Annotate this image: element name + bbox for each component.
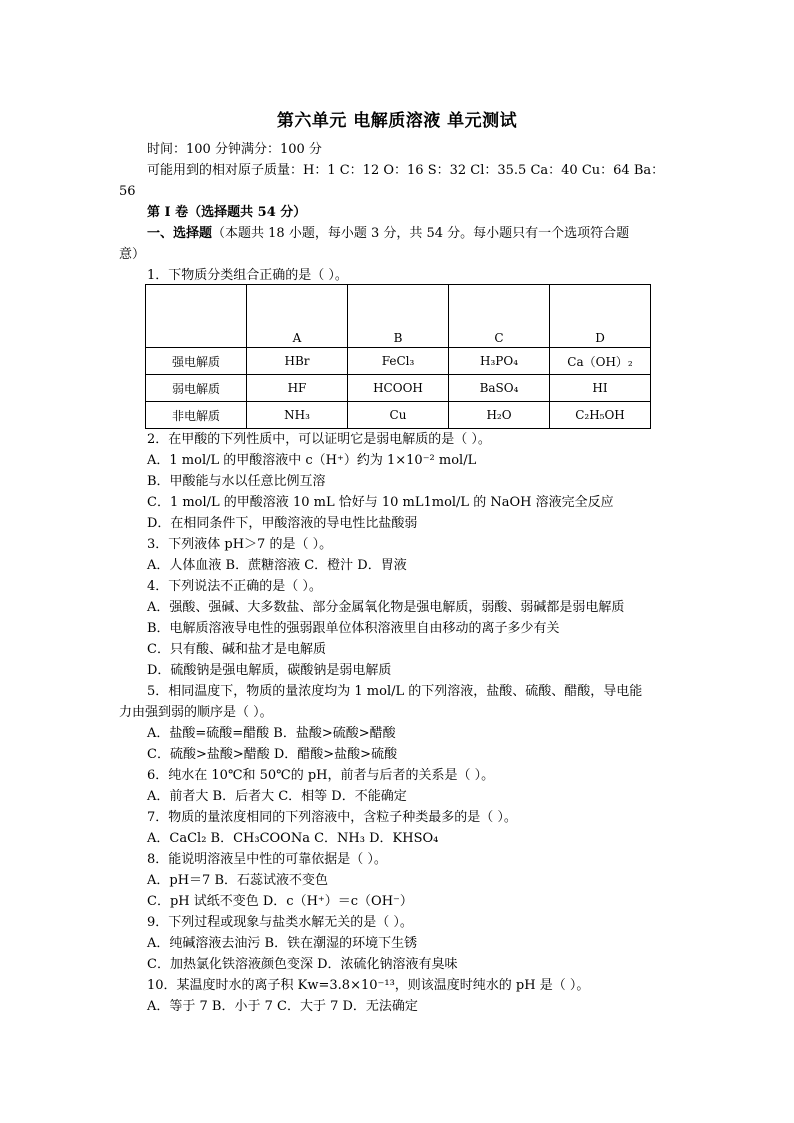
option-line: A．强酸、强碱、大多数盐、部分金属氧化物是强电解质，弱酸、弱碱都是弱电解质 <box>147 600 625 615</box>
row-label: 强电解质 <box>146 348 247 375</box>
question-line: 10．某温度时水的离子积 Kw=3.8×10⁻¹³，则该温度时纯水的 pH 是（ ）。 <box>147 978 590 993</box>
option-line: A．1 mol/L 的甲酸溶液中 c（H⁺）约为 1×10⁻² mol/L <box>147 453 477 468</box>
question-line: 6．纯水在 10℃和 50℃的 pH，前者与后者的关系是（ ）。 <box>147 768 495 783</box>
row-label: 非电解质 <box>146 402 247 429</box>
option-line: C．加热氯化铁溶液颜色变深 D．浓硫化钠溶液有臭味 <box>147 957 458 972</box>
table-header-cell <box>146 285 247 348</box>
section-instructions: （本题共 18 小题，每小题 3 分，共 54 分。每小题只有一个选项符合题 <box>212 226 630 241</box>
table-cell: HBr <box>247 348 348 375</box>
table-header-cell: C <box>449 285 550 348</box>
table-header-cell: A <box>247 285 348 348</box>
option-line: D．硫酸钠是强电解质，碳酸钠是弱电解质 <box>147 663 392 678</box>
option-line: A．纯碱溶液去油污 B．铁在潮湿的环境下生锈 <box>147 936 418 951</box>
option-line: A．人体血液 B．蔗糖溶液 C．橙汁 D．胃液 <box>147 558 407 573</box>
table-header-cell: B <box>348 285 449 348</box>
time-line: 时间：100 分钟满分：100 分 <box>147 142 322 157</box>
question-5-line: 5．相同温度下，物质的量浓度均为 1 mol/L 的下列溶液，盐酸、硫酸、醋酸，导电能 <box>147 684 643 699</box>
table-row <box>146 348 651 375</box>
option-line: C．硫酸>盐酸>醋酸 D．醋酸>盐酸>硫酸 <box>147 747 398 762</box>
section-label: 一、选择题 <box>147 226 213 241</box>
table-cell: NH₃ <box>247 402 348 429</box>
table-cell: Ca（OH）₂ <box>550 348 651 375</box>
option-line: C．只有酸、碱和盐才是电解质 <box>147 642 326 657</box>
question-1-stem: 1．下物质分类组合正确的是（ ）。 <box>147 268 348 283</box>
question-line: 3．下列液体 pH＞7 的是（ ）。 <box>147 537 333 552</box>
option-line: C．pH 试纸不变色 D．c（H⁺）＝c（OH⁻） <box>147 894 413 909</box>
option-line: C．1 mol/L 的甲酸溶液 10 mL 恰好与 10 mL1mol/L 的 NaOH 溶液完全反应 <box>147 495 614 510</box>
table-header-cell: D <box>550 285 651 348</box>
page-title: 第六单元 电解质溶液 单元测试 <box>276 111 518 131</box>
section-heading <box>147 225 629 243</box>
atomic-mass-line: 可能用到的相对原子质量：H：1 C：12 O：16 S：32 Cl：35.5 Ca：40 Cu：64 Ba： <box>147 163 665 178</box>
row-label: 弱电解质 <box>146 375 247 402</box>
table-cell: Cu <box>348 402 449 429</box>
table-cell: H₃PO₄ <box>449 348 550 375</box>
option-line: D．在相同条件下，甲酸溶液的导电性比盐酸弱 <box>147 516 418 531</box>
table-header-row <box>146 285 651 348</box>
question-line: 7．物质的量浓度相同的下列溶液中，含粒子种类最多的是（ ）。 <box>147 810 517 825</box>
question-1-table <box>145 284 651 429</box>
table-cell: FeCl₃ <box>348 348 449 375</box>
question-line: 8．能说明溶液呈中性的可靠依据是（ ）。 <box>147 852 387 867</box>
option-line: A．等于 7 B．小于 7 C．大于 7 D．无法确定 <box>147 999 418 1014</box>
question-line: 4．下列说法不正确的是（ ）。 <box>147 579 322 594</box>
table-cell: HF <box>247 375 348 402</box>
table-cell: C₂H₅OH <box>550 402 651 429</box>
question-line: 2．在甲酸的下列性质中，可以证明它是弱电解质的是（ ）。 <box>147 432 491 447</box>
section-instructions-cont: 意） <box>119 247 146 262</box>
table-cell: HI <box>550 375 651 402</box>
table-row <box>146 375 651 402</box>
table-cell: BaSO₄ <box>449 375 550 402</box>
table-row <box>146 402 651 429</box>
option-line: B．甲酸能与水以任意比例互溶 <box>147 474 326 489</box>
table-cell: H₂O <box>449 402 550 429</box>
option-line: B．电解质溶液导电性的强弱跟单位体积溶液里自由移动的离子多少有关 <box>147 621 560 636</box>
question-5-line-cont: 力由强到弱的顺序是（ ）。 <box>119 705 273 720</box>
option-line: A．CaCl₂ B．CH₃COONa C．NH₃ D．KHSO₄ <box>147 831 439 846</box>
table-cell: HCOOH <box>348 375 449 402</box>
option-line: A．前者大 B．后者大 C．相等 D．不能确定 <box>147 789 407 804</box>
question-line: 9．下列过程或现象与盐类水解无关的是（ ）。 <box>147 915 413 930</box>
part-title: 第 I 卷（选择题共 54 分） <box>147 205 307 220</box>
option-line: A．pH＝7 B．石蕊试液不变色 <box>147 873 329 888</box>
atomic-mass-line-cont: 56 <box>119 184 136 199</box>
option-line: A．盐酸=硫酸=醋酸 B．盐酸>硫酸>醋酸 <box>147 726 396 741</box>
